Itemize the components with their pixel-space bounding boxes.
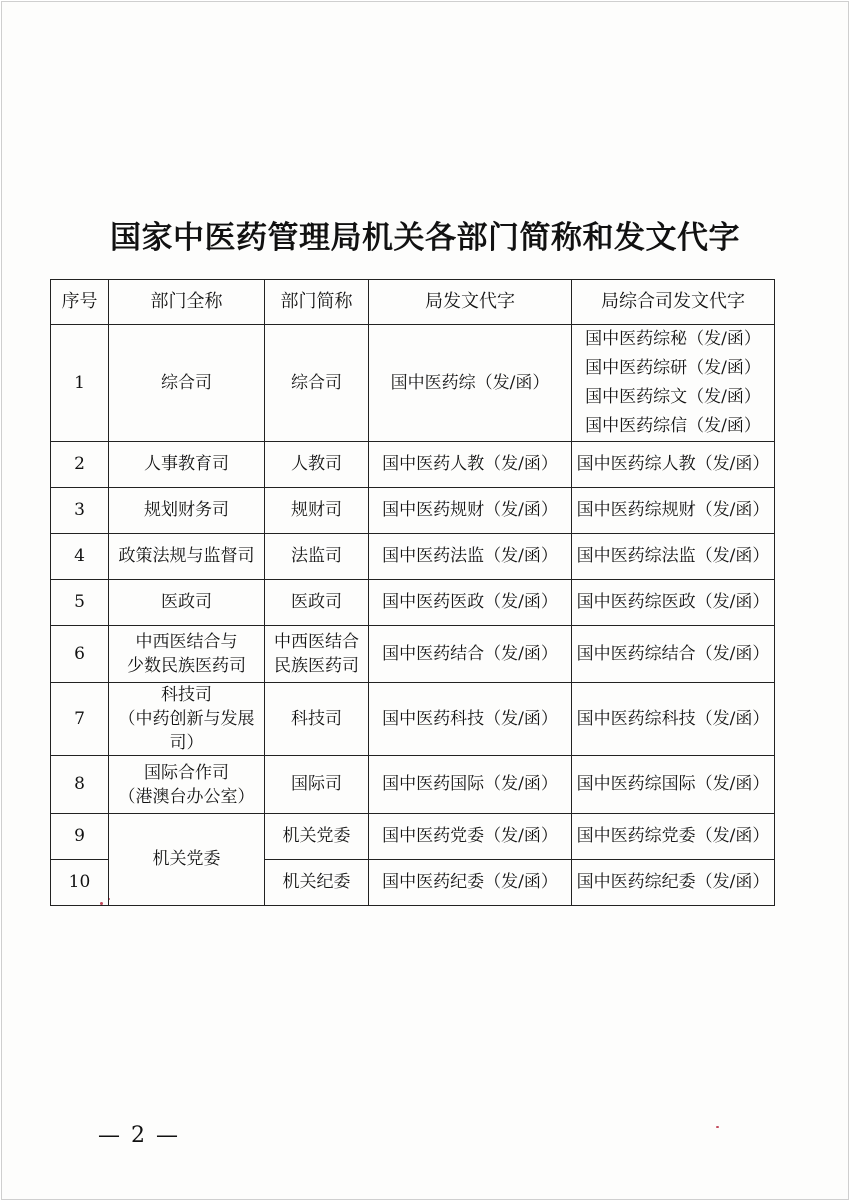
row-short-name: 规财司	[265, 488, 369, 534]
row-full-name: 政策法规与监督司	[109, 534, 265, 580]
row-bureau-code: 国中医药规财（发/函）	[369, 488, 572, 534]
header-general-office-code: 局综合司发文代字	[572, 280, 775, 325]
general-code-line: 国中医药综秘（发/函）	[585, 329, 761, 349]
row-serial: 4	[51, 534, 109, 580]
row-bureau-code: 国中医药人教（发/函）	[369, 442, 572, 488]
row-serial: 2	[51, 442, 109, 488]
row-full-name: 医政司	[109, 580, 265, 626]
general-code-line: 国中医药综研（发/函）	[585, 358, 761, 378]
short-name-line: 民族医药司	[274, 656, 359, 676]
row-general-office-code: 国中医药综国际（发/函）	[572, 756, 775, 814]
row-general-office-code: 国中医药综医政（发/函）	[572, 580, 775, 626]
row-short-name: 机关纪委	[265, 860, 369, 906]
ink-speck	[716, 1126, 719, 1128]
header-short-name: 部门简称	[265, 280, 369, 325]
header-bureau-code: 局发文代字	[369, 280, 572, 325]
row-general-office-code: 国中医药综纪委（发/函）	[572, 860, 775, 906]
row-short-name: 法监司	[265, 534, 369, 580]
header-full-name: 部门全称	[109, 280, 265, 325]
row-short-name: 国际司	[265, 756, 369, 814]
row-full-name	[109, 756, 265, 814]
general-code-line: 国中医药综信（发/函）	[585, 416, 761, 436]
table-row	[51, 683, 775, 756]
full-name-line: 少数民族医药司	[127, 656, 246, 676]
row-serial: 9	[51, 814, 109, 860]
row-full-name	[109, 683, 265, 756]
row-short-name: 医政司	[265, 580, 369, 626]
row-serial: 10	[51, 860, 109, 906]
full-name-line: 中西医结合与	[135, 632, 238, 652]
row-full-name	[109, 626, 265, 683]
row-general-office-codes	[572, 325, 775, 442]
row-serial: 1	[51, 325, 109, 442]
row-bureau-code: 国中医药结合（发/函）	[369, 626, 572, 683]
row-bureau-code: 国中医药综（发/函）	[369, 325, 572, 442]
table-row	[51, 814, 775, 860]
row-short-name: 科技司	[265, 683, 369, 756]
table-row	[51, 488, 775, 534]
row-short-name: 机关党委	[265, 814, 369, 860]
row-bureau-code: 国中医药法监（发/函）	[369, 534, 572, 580]
row-serial: 3	[51, 488, 109, 534]
page-number: — 2 —	[98, 1123, 180, 1148]
row-bureau-code: 国中医药医政（发/函）	[369, 580, 572, 626]
row-bureau-code: 国中医药纪委（发/函）	[369, 860, 572, 906]
row-serial: 5	[51, 580, 109, 626]
row-general-office-code: 国中医药综结合（发/函）	[572, 626, 775, 683]
row-bureau-code: 国中医药国际（发/函）	[369, 756, 572, 814]
row-general-office-code: 国中医药综党委（发/函）	[572, 814, 775, 860]
row-full-name: 机关党委	[109, 814, 265, 906]
table-row	[51, 442, 775, 488]
full-name-line: 科技司	[161, 685, 212, 705]
short-name-line: 中西医结合	[274, 632, 359, 652]
document-title: 国家中医药管理局机关各部门简称和发文代字	[110, 220, 740, 256]
row-general-office-code: 国中医药综科技（发/函）	[572, 683, 775, 756]
row-general-office-code: 国中医药综人教（发/函）	[572, 442, 775, 488]
row-full-name: 综合司	[109, 325, 265, 442]
table-header-row	[51, 280, 775, 325]
header-serial: 序号	[51, 280, 109, 325]
table-row	[51, 626, 775, 683]
row-full-name: 人事教育司	[109, 442, 265, 488]
row-short-name: 综合司	[265, 325, 369, 442]
row-bureau-code: 国中医药科技（发/函）	[369, 683, 572, 756]
department-codes-table	[50, 279, 775, 906]
row-serial: 8	[51, 756, 109, 814]
full-name-line: （中药创新与发展司）	[118, 709, 255, 753]
row-serial: 6	[51, 626, 109, 683]
row-bureau-code: 国中医药党委（发/函）	[369, 814, 572, 860]
row-short-name	[265, 626, 369, 683]
row-short-name: 人教司	[265, 442, 369, 488]
row-general-office-code: 国中医药综法监（发/函）	[572, 534, 775, 580]
table-row	[51, 756, 775, 814]
general-code-line: 国中医药综文（发/函）	[585, 387, 761, 407]
row-general-office-code: 国中医药综规财（发/函）	[572, 488, 775, 534]
table-row	[51, 534, 775, 580]
table-row	[51, 580, 775, 626]
row-serial: 7	[51, 683, 109, 756]
row-full-name: 规划财务司	[109, 488, 265, 534]
table-row	[51, 325, 775, 442]
full-name-line: 国际合作司	[144, 762, 229, 783]
full-name-line: （港澳台办公室）	[118, 786, 255, 807]
